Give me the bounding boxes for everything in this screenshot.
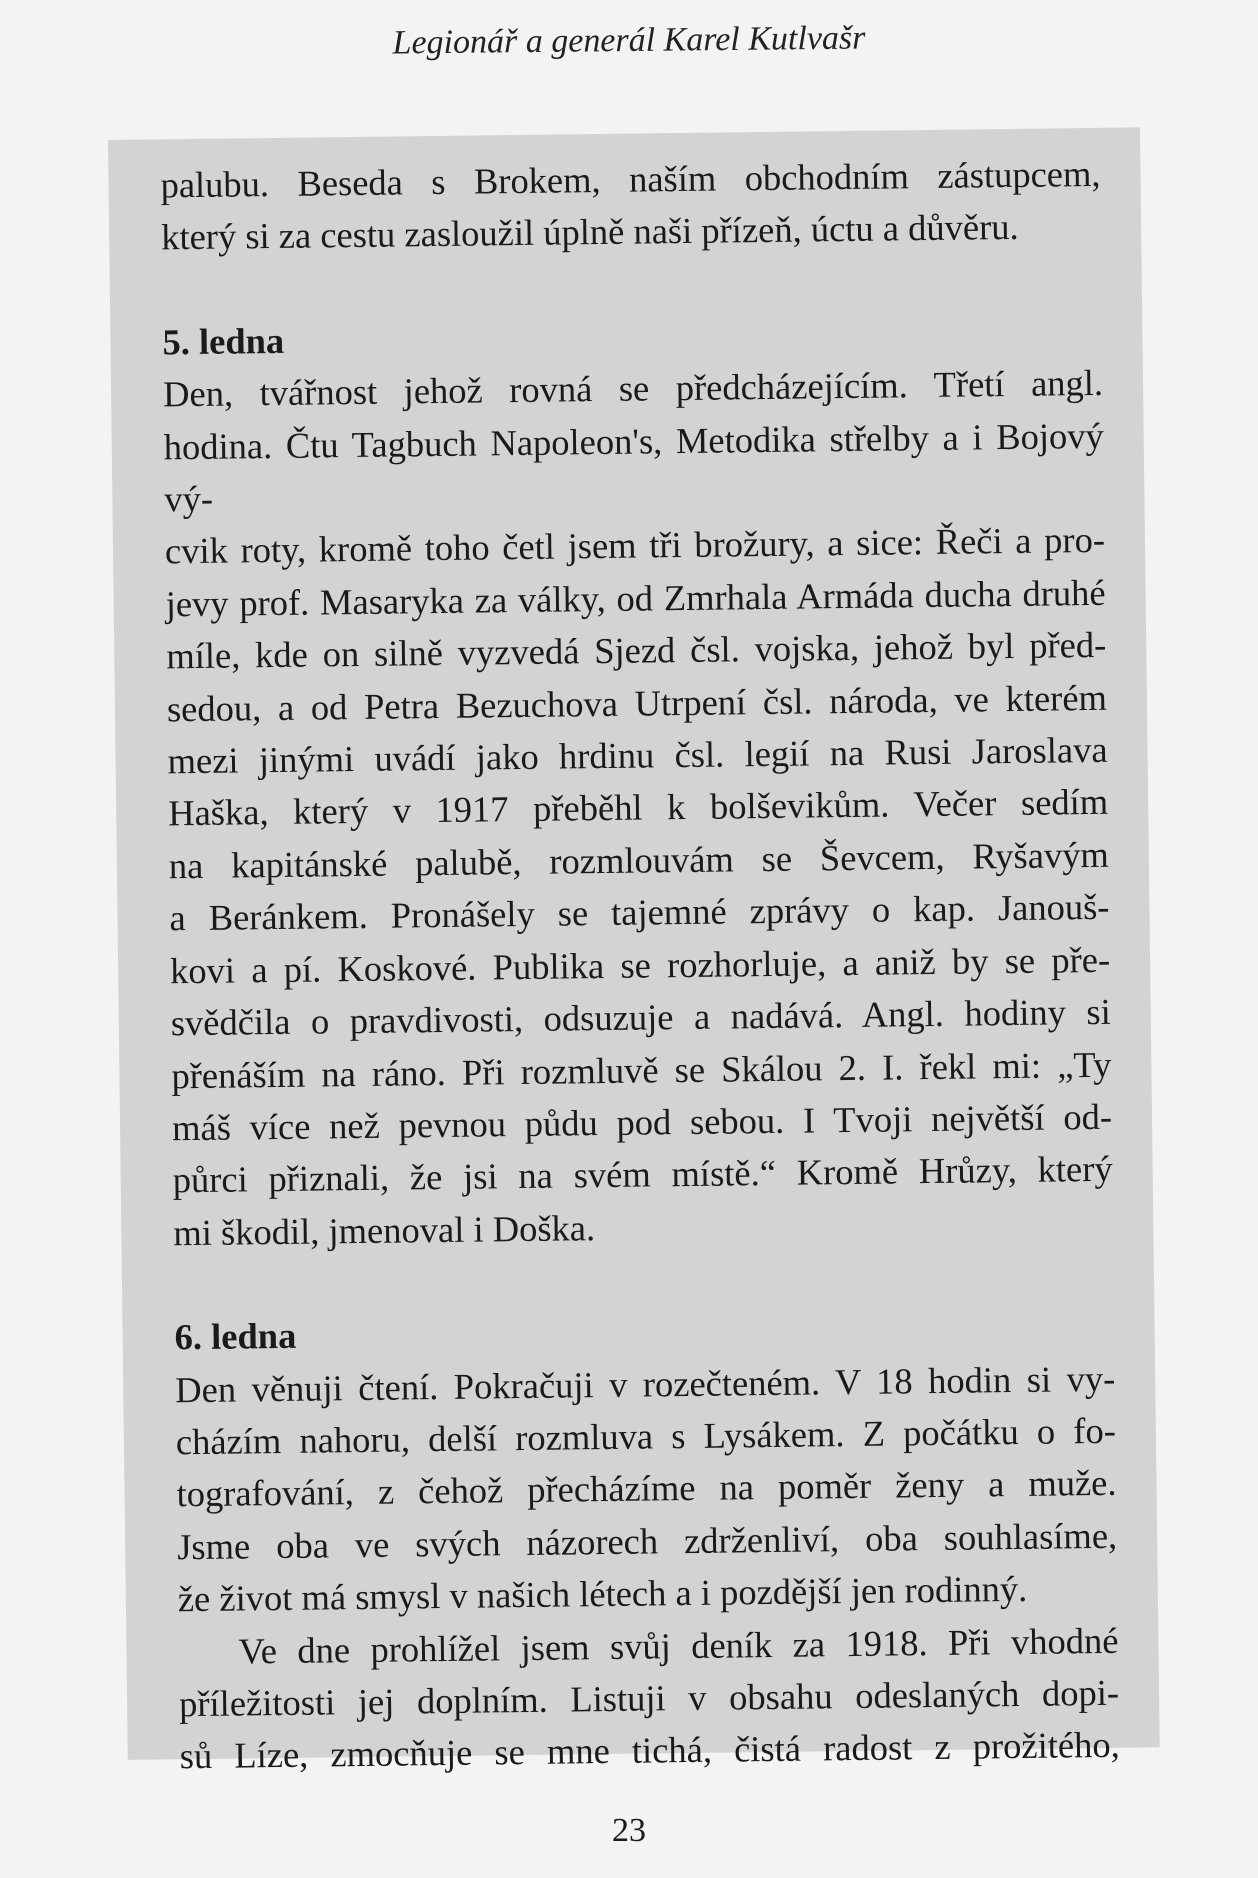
text-line: jevy prof. Masaryka za války, od Zmrhala Armáda ducha druhé bbox=[165, 571, 1106, 625]
text-line: Ve dne prohlížel jsem svůj deník za 1918. Při vhodné bbox=[238, 1619, 1119, 1672]
entry-heading: 6. ledna bbox=[174, 1314, 297, 1358]
text-line: Den, tvářnost jehož rovná se předcházejícím. Třetí angl. bbox=[162, 362, 1104, 415]
text-line: mi škodil, jmenoval i Doška. bbox=[173, 1206, 596, 1254]
text-line: Haška, který v 1917 přeběhl k bolševikům. Večer sedím bbox=[167, 781, 1109, 834]
text-line: hodina. Čtu Tagbuch Napoleon's, Metodika střelby a i Bojový vý- bbox=[163, 414, 1104, 520]
text-line: který si za cestu zasloužil úplně naši přízeň, úctu a důvěru. bbox=[160, 206, 1019, 258]
text-line: a Beránkem. Pronášely se tajemné zprávy o kap. Janouš- bbox=[169, 886, 1110, 939]
text-line: že život má smysl v našich létech a i pozdější jen rodinný. bbox=[177, 1568, 1028, 1620]
text-line: příležitosti jej doplním. Listuji v obsahu odeslaných dopi- bbox=[178, 1671, 1120, 1725]
text-line: přenáším na ráno. Při rozmluvě se Skálou 2. I. řekl mi: „Ty bbox=[171, 1043, 1112, 1096]
text-line: Den věnuji čtení. Pokračuji v rozečteném. V 18 hodin si vy- bbox=[175, 1357, 1116, 1410]
text-line: na kapitánské palubě, rozmlouvám se Ševcem, Ryšavým bbox=[168, 833, 1110, 887]
text-line: tografování, z čehož přecházíme na poměr ženy a muže. bbox=[176, 1462, 1117, 1515]
running-title: Legionář a generál Karel Kutlvašr bbox=[392, 19, 866, 62]
text-line: Jsme oba ve svých názorech zdrženliví, oba souhlasíme, bbox=[176, 1514, 1118, 1568]
text-line: mezi jinými uvádí jako hrdinu čsl. legií na Rusi Jaroslava bbox=[167, 728, 1108, 782]
text-line: půrci přiznali, že jsi na svém místě.“ Kromě Hrůzy, který bbox=[172, 1148, 1113, 1201]
text-line: míle, kde on silně vyzvedá Sjezd čsl. vojska, jehož byl před- bbox=[166, 624, 1107, 677]
text-line: kovi a pí. Koskové. Publika se rozhorluje, a aniž by se pře- bbox=[169, 938, 1111, 991]
text-line: palubu. Beseda s Brokem, naším obchodním zástupcem, bbox=[160, 152, 1101, 206]
text-block bbox=[108, 127, 1160, 1777]
page-text bbox=[160, 148, 1120, 1783]
text-line: cvik roty, kromě toho četl jsem tři brožury, a sice: Řeči a pro- bbox=[164, 519, 1106, 572]
page-number: 23 bbox=[612, 1812, 646, 1849]
entry-heading: 5. ledna bbox=[162, 319, 285, 363]
text-line: svědčila o pravdivosti, odsuzuje a nadává. Angl. hodiny si bbox=[170, 990, 1111, 1044]
text-line: sů Líze, zmocňuje se mne tichá, čistá radost z prožitého, bbox=[179, 1724, 1120, 1777]
text-line: máš více než pevnou půdu pod sebou. I Tvoji největší od- bbox=[171, 1095, 1113, 1149]
text-line: sedou, a od Petra Bezuchova Utrpení čsl. národa, ve kterém bbox=[166, 676, 1108, 729]
text-line: cházím nahoru, delší rozmluva s Lysákem. Z počátku o fo- bbox=[175, 1409, 1117, 1463]
